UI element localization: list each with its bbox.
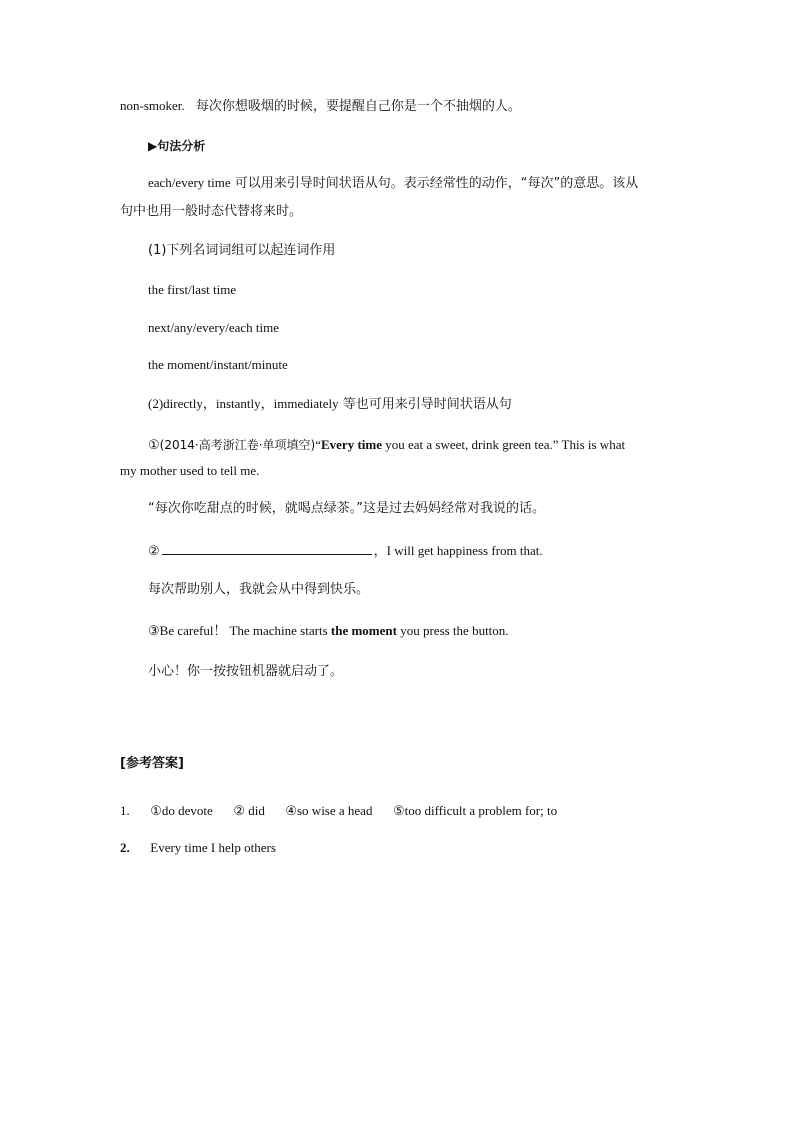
point2-line xyxy=(148,395,512,414)
example3-number: ③ xyxy=(148,623,160,638)
answers-row-1-number: 1. xyxy=(120,803,130,818)
example3-start: Be careful！ The machine starts xyxy=(159,623,331,638)
example2-number: ② xyxy=(148,543,160,558)
example3-translation: 小心！你一按按钮机器就启动了。 xyxy=(148,664,344,679)
analysis-line-2: 句中也用一般时态代替将来时。 xyxy=(120,204,303,219)
answer-blank[interactable] xyxy=(162,541,372,555)
answer-item: ①do devote xyxy=(150,803,213,818)
intro-english: non-smoker. xyxy=(120,98,185,113)
example1-line-1 xyxy=(148,436,625,454)
example1-translation: “每次你吃甜点的时候，就喝点绿茶。”这是过去妈妈经常对我说的话。 xyxy=(148,501,545,516)
example1-rest: you eat a sweet, drink green tea.” This is what xyxy=(382,437,626,452)
point2-english: (2)directly，instantly，immediately xyxy=(148,396,339,411)
example3-rest: you press the button. xyxy=(396,623,509,638)
answers-row-2-number: 2. xyxy=(120,840,130,855)
point1-item: the moment/instant/minute xyxy=(148,357,288,372)
answers-heading: [参考答案] xyxy=(120,756,184,771)
answer-item: ⑤too difficult a problem for; to xyxy=(392,803,558,818)
intro-line xyxy=(120,97,521,116)
example2-line xyxy=(148,541,543,560)
section-heading: ▶句法分析 xyxy=(148,139,206,153)
example2-rest: ，I will get happiness from that. xyxy=(373,543,543,558)
analysis-line-1 xyxy=(148,174,638,193)
example1-bold: Every time xyxy=(320,437,382,452)
analysis-term: each/every time xyxy=(148,175,231,190)
example3-bold: the moment xyxy=(330,623,397,638)
intro-chinese: 每次你想吸烟的时候，要提醒自己你是一个不抽烟的人。 xyxy=(195,99,521,114)
analysis-text-1: 可以用来引导时间状语从句。表示经常性的动作，“每次”的意思。该从 xyxy=(230,176,639,191)
example1-quote-open: “ xyxy=(315,437,321,452)
answers-row-2-text: Every time I help others xyxy=(150,840,276,855)
point1-item: next/any/every/each time xyxy=(148,320,280,335)
example2-translation: 每次帮助别人，我就会从中得到快乐。 xyxy=(148,582,370,597)
example1-number: ① xyxy=(148,437,160,452)
example3-line xyxy=(148,622,509,640)
answer-item: ② did xyxy=(233,803,265,818)
point2-chinese: 等也可用来引导时间状语从句 xyxy=(338,397,512,412)
example1-line-2: my mother used to tell me. xyxy=(120,463,260,478)
answers-row-2 xyxy=(120,839,276,857)
example1-source: (2014·高考浙江卷·单项填空) xyxy=(159,438,316,452)
answers-row-1 xyxy=(120,802,557,820)
point1-item: the first/last time xyxy=(148,282,237,297)
point1-title: (1)下列名词词组可以起连词作用 xyxy=(148,243,336,258)
answer-item: ④so wise a head xyxy=(285,803,373,818)
